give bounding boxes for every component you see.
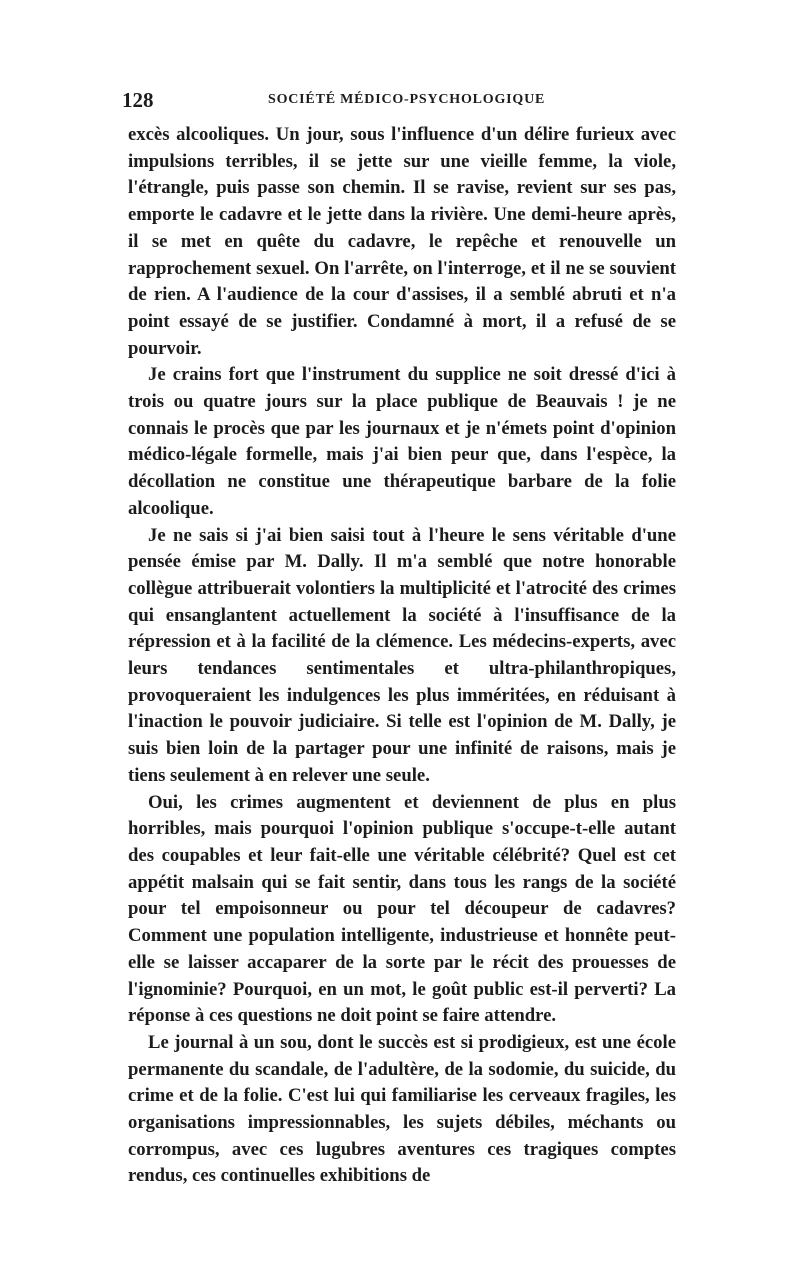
paragraph-4: Oui, les crimes augmentent et deviennent de plus en plus horribles, mais pourquoi l'opinion publique s'occupe-t-elle autant des coupables et leur fait-elle une véritable célébrité? Quel est cet appétit malsain qui se fait sentir, dans tous les rangs de la société pour tel empoisonneur ou pour tel découpeur de cadavres? Comment une population intelligente, industrieuse et honnête peut-elle se laisser accaparer de la sorte par le récit des prouesses de l'ignominie? Pourquoi, en un mot, le goût public est-il perverti? La réponse à ces questions ne doit point se faire attendre. [128, 791, 676, 1027]
book-page [122, 88, 676, 1190]
page-number: 128 [122, 88, 154, 112]
paragraph-3: Je ne sais si j'ai bien saisi tout à l'heure le sens véritable d'une pensée émise par M. Dally. Il m'a semblé que notre honorable collègue attribuerait volontiers la multiplicité et l'atrocité des crimes qui ensanglantent actuellement la société à l'insuffisance de la répression et à la facilité de la clémence. Les médecins-experts, avec leurs tendances sentimentales et ultra-philanthropiques, provoqueraient les indulgences les plus imméritées, en réduisant à l'inaction le pouvoir judiciaire. Si telle est l'opinion de M. Dally, je suis bien loin de la partager pour une infinité de raisons, mais je tiens seulement à en relever une seule. [128, 524, 676, 786]
paragraph-1: excès alcooliques. Un jour, sous l'influence d'un délire furieux avec impulsions terribles, il se jette sur une vieille femme, la viole, l'étrangle, puis passe son chemin. Il se ravise, revient sur ses pas, emporte le cadavre et le jette dans la rivière. Une demi-heure après, il se met en quête du cadavre, le repêche et renouvelle un rapprochement sexuel. On l'arrête, on l'interroge, et il ne se souvient de rien. A l'audience de la cour d'assises, il a semblé abruti et n'a point essayé de se justifier. Condamné à mort, il a refusé de se pourvoir. [128, 124, 676, 359]
paragraph-5: Le journal à un sou, dont le succès est si prodigieux, est une école permanente du scandale, de l'adultère, de la sodomie, du suicide, du crime et de la folie. C'est lui qui familiarise les cerveaux fragiles, les organisations impressionnables, les sujets débiles, méchants ou corrompus, avec ces lugubres aventures ces tragiques comptes rendus, ces continuelles exhibitions de [128, 1031, 676, 1187]
body-text [128, 122, 676, 1190]
page-header [122, 88, 676, 116]
paragraph-2: Je crains fort que l'instrument du supplice ne soit dressé d'ici à trois ou quatre jours sur la place publique de Beauvais ! je ne connais le procès que par les journaux et je n'émets point d'opinion médico-légale formelle, mais j'ai bien peur que, dans l'espèce, la décollation ne constitue une thérapeutique barbare de la folie alcoolique. [128, 364, 676, 519]
running-head: SOCIÉTÉ MÉDICO-PSYCHOLOGIQUE [268, 92, 546, 107]
